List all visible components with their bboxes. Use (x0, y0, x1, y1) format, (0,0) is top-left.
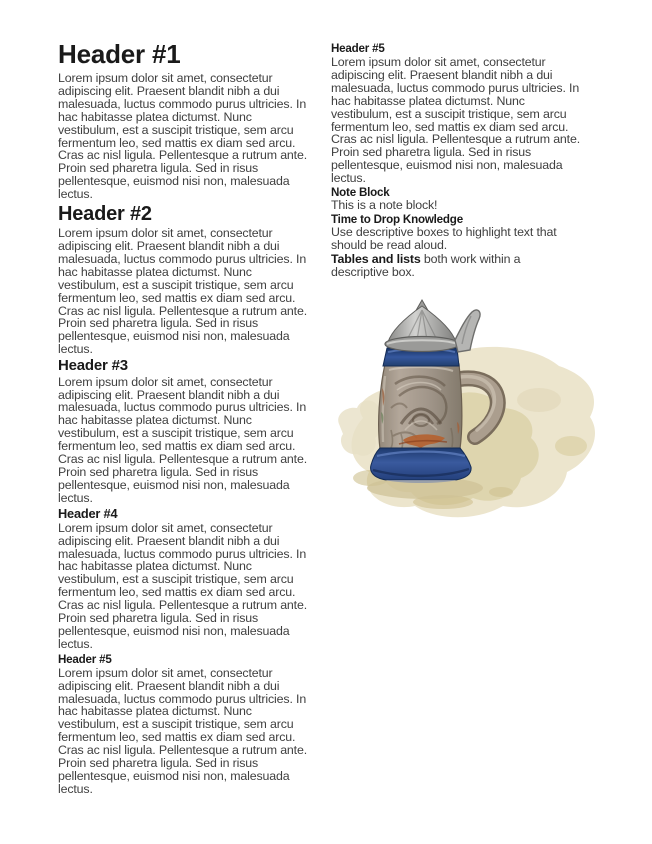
knowledge-title: Time to Drop Knowledge (331, 212, 463, 226)
header-2: Header #2 (58, 203, 152, 226)
knowledge-text: Use descriptive boxes to highlight text that should be read aloud. (331, 224, 557, 252)
paragraph-header-3: Lorem ipsum dolor sit amet, consectetur adipiscing elit. Praesent blandit nibh a dui malesuada, luctus commodo purus ultricies. In hac habitasse platea dictumst. Nunc vestibulum, est a suscipit tristique, sem arcu fermentum leo, sed mattis ex diam sed arcu. Cras ac nisl ligula. Pellentesque a rutrum ante. Proin sed pharetra ligula. Sed in risus pellentesque, euismod nisi non, malesuada lectus. (58, 374, 308, 505)
stein-body (379, 364, 462, 449)
stein-base (371, 448, 472, 483)
stein-thumblift (455, 310, 480, 352)
paragraph-header-4: Lorem ipsum dolor sit amet, consectetur adipiscing elit. Praesent blandit nibh a dui malesuada, luctus commodo purus ultricies. In hac habitasse platea dictumst. Nunc vestibulum, est a suscipit tristique, sem arcu fermentum leo, sed mattis ex diam sed arcu. Cras ac nisl ligula. Pellentesque a rutrum ante. Proin sed pharetra ligula. Sed in risus pellentesque, euismod nisi non, malesuada lectus. (58, 520, 308, 651)
beer-stein-image (333, 296, 611, 526)
tables-and-lists-bold: Tables and lists (331, 251, 421, 266)
left-column (58, 40, 308, 797)
stein-lid (385, 300, 459, 352)
header-1: Header #1 (58, 39, 181, 69)
header-5-left: Header #5 (58, 652, 112, 666)
header-4: Header #4 (58, 505, 118, 521)
header-3: Header #3 (58, 357, 128, 375)
header-5-right: Header #5 (331, 42, 385, 55)
paragraph-header-5-right: Lorem ipsum dolor sit amet, consectetur adipiscing elit. Praesent blandit nibh a dui malesuada, luctus commodo purus ultricies. In hac habitasse platea dictumst. Nunc vestibulum, est a suscipit tristique, sem arcu fermentum leo, sed mattis ex diam sed arcu. Cras ac nisl ligula. Pellentesque a rutrum ante. Proin sed pharetra ligula. Sed in risus pellentesque, euismod nisi non, malesuada lectus. (331, 55, 581, 186)
tables-and-lists-rest: both work within a descriptive box. (331, 251, 521, 279)
note-block-title: Note Block (331, 186, 390, 200)
paragraph-header-2: Lorem ipsum dolor sit amet, consectetur adipiscing elit. Praesent blandit nibh a dui malesuada, luctus commodo purus ultricies. In hac habitasse platea dictumst. Nunc vestibulum, est a suscipit tristique, sem arcu fermentum leo, sed mattis ex diam sed arcu. Cras ac nisl ligula. Pellentesque a rutrum ante. Proin sed pharetra ligula. Sed in risus pellentesque, euismod nisi non, malesuada lectus. (58, 226, 308, 357)
right-column (331, 40, 581, 797)
tables-and-lists-line (331, 253, 581, 279)
paragraph-header-1: Lorem ipsum dolor sit amet, consectetur adipiscing elit. Praesent blandit nibh a dui malesuada, luctus commodo purus ultricies. In hac habitasse platea dictumst. Nunc vestibulum, est a suscipit tristique, sem arcu fermentum leo, sed mattis ex diam sed arcu. Cras ac nisl ligula. Pellentesque a rutrum ante. Proin sed pharetra ligula. Sed in risus pellentesque, euismod nisi non, malesuada lectus. (58, 71, 308, 202)
note-block-text: This is a note block! (331, 198, 438, 213)
paragraph-header-5-left: Lorem ipsum dolor sit amet, consectetur adipiscing elit. Praesent blandit nibh a dui malesuada, luctus commodo purus ultricies. In hac habitasse platea dictumst. Nunc vestibulum, est a suscipit tristique, sem arcu fermentum leo, sed mattis ex diam sed arcu. Cras ac nisl ligula. Pellentesque a rutrum ante. Proin sed pharetra ligula. Sed in risus pellentesque, euismod nisi non, malesuada lectus. (58, 665, 308, 796)
